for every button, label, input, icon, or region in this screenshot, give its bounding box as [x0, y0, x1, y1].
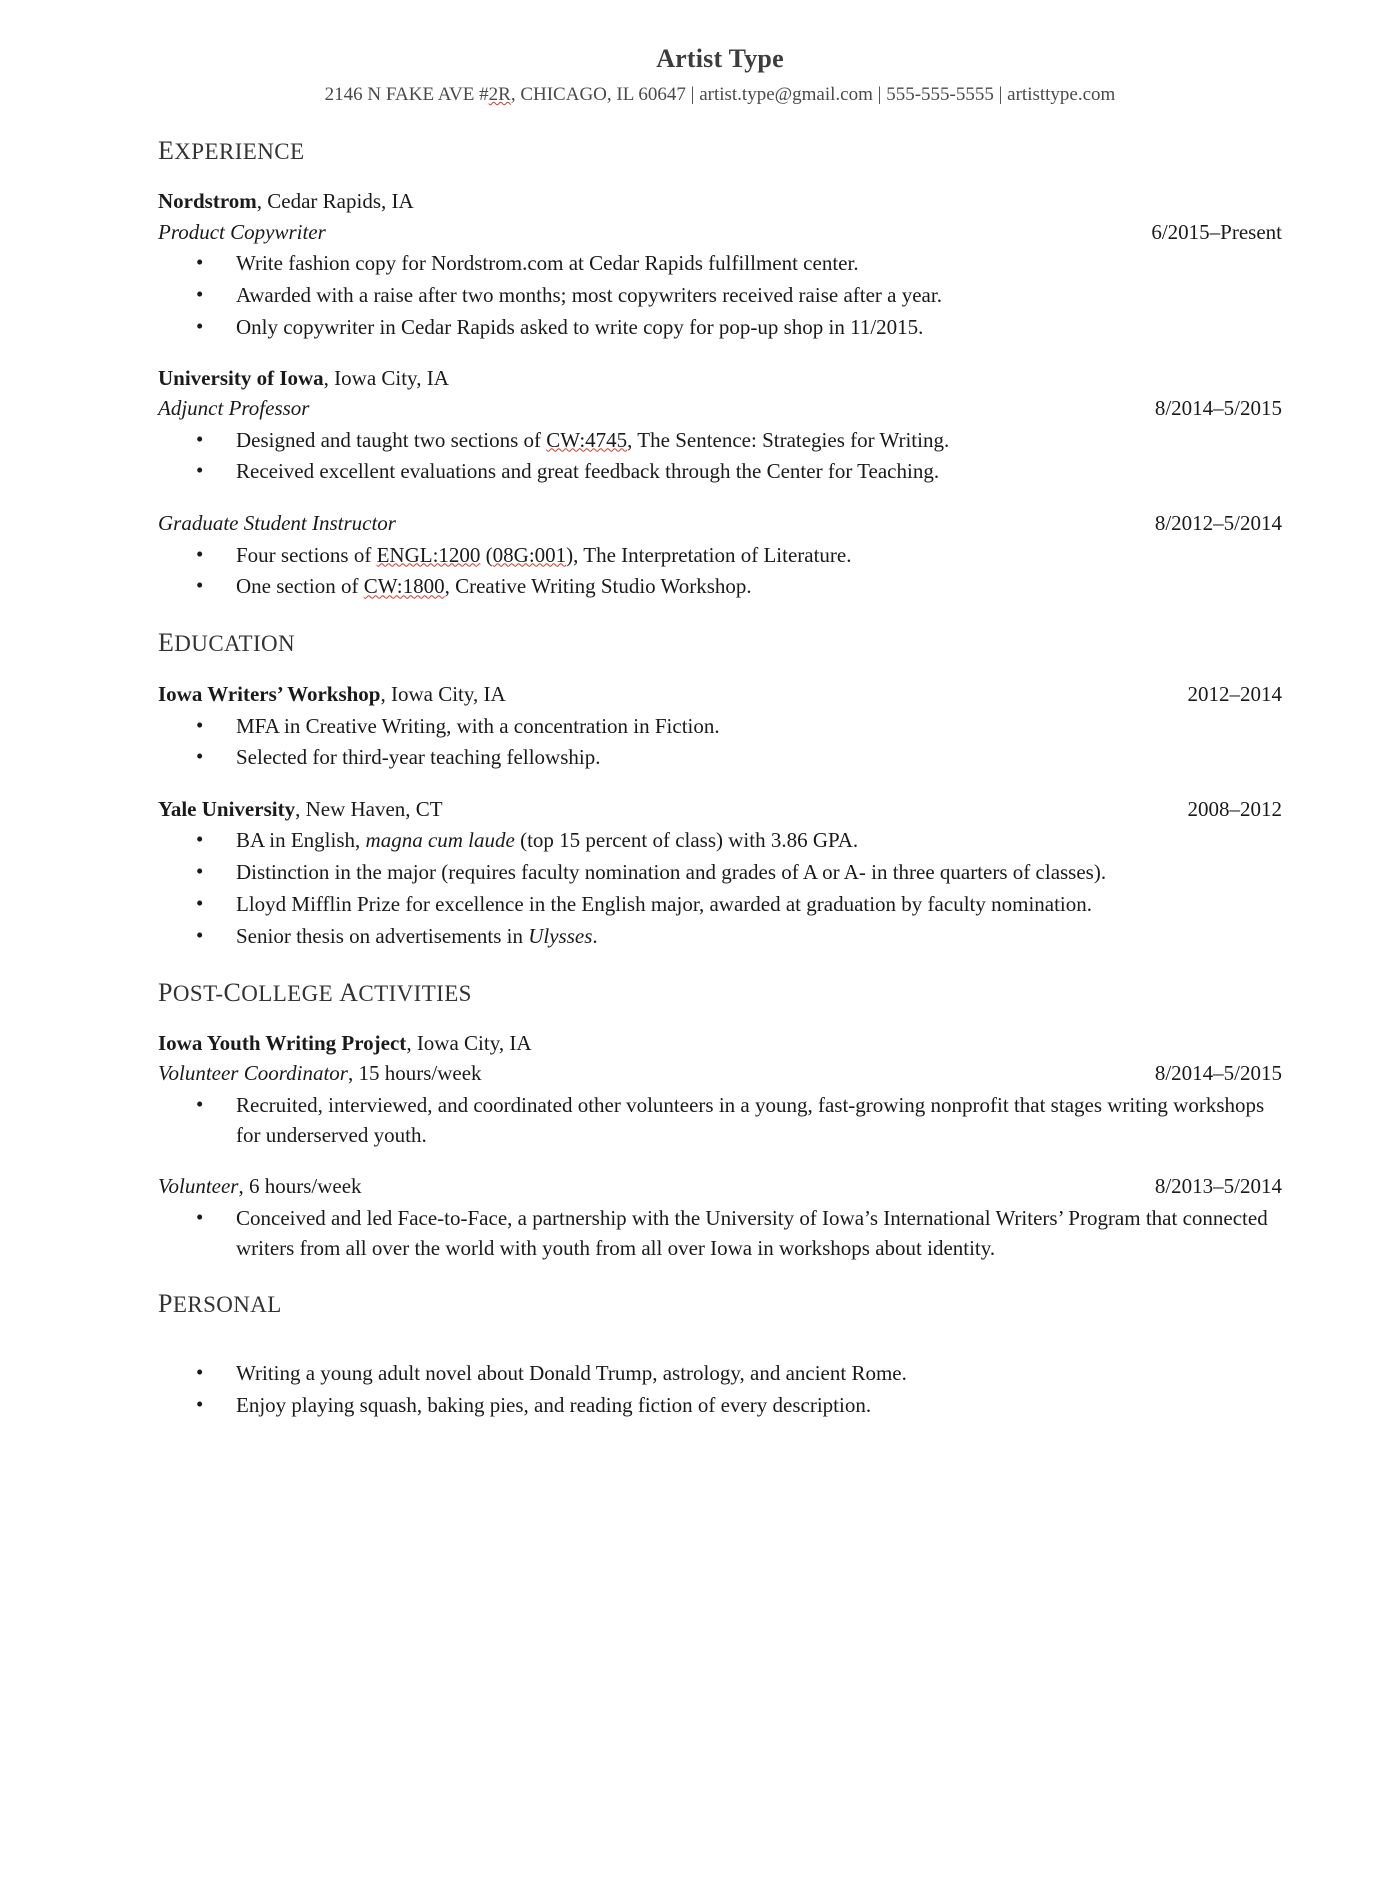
entry-bullets	[158, 541, 1282, 603]
entry-organization-line	[158, 795, 443, 823]
section-heading-rest: ERSONAL	[172, 1292, 282, 1318]
entry-role-row	[158, 509, 1282, 537]
entry-dates: 8/2014–5/2015	[1154, 1061, 1282, 1086]
section-heading-rest3: CTIVITIES	[358, 980, 472, 1006]
list-item: • Only copywriter in Cedar Rapids asked to write copy for pop-up shop in 11/2015.	[158, 313, 1282, 343]
entry-bullets	[158, 249, 1282, 342]
entry-role-row	[158, 1059, 1282, 1087]
section-education	[158, 628, 1282, 952]
entry-bullets	[158, 826, 1282, 951]
entry-header	[158, 365, 1282, 393]
list-item: • Selected for third-year teaching fellowship.	[158, 743, 1282, 773]
entry-location: , Iowa City, IA	[406, 1030, 532, 1055]
section-heading-rest: XPERIENCE	[174, 139, 305, 164]
entry-role: Adjunct Professor	[158, 396, 310, 421]
entry-bullets	[158, 1204, 1282, 1264]
section-heading-cap: P	[158, 977, 173, 1007]
section-heading-cap3: A	[339, 977, 359, 1007]
section-heading-post-college-activities	[158, 978, 1282, 1008]
education-entry-yale-university	[158, 795, 1282, 952]
activity-entry-iowa-youth-writing-project	[158, 1030, 1282, 1151]
education-entry-iowa-writers-workshop	[158, 680, 1282, 773]
entry-dates: 2012–2014	[1187, 682, 1282, 707]
entry-dates: 8/2014–5/2015	[1154, 396, 1282, 421]
entry-header	[158, 795, 1282, 823]
entry-role-line	[158, 1172, 362, 1200]
entry-role-detail: , 15 hours/week	[347, 1061, 482, 1086]
section-heading-cap: E	[158, 628, 175, 658]
list-item: • Write fashion copy for Nordstrom.com at Cedar Rapids fulfillment center.	[158, 249, 1282, 279]
entry-role-row	[158, 218, 1282, 246]
entry-dates: 6/2015–Present	[1151, 219, 1282, 244]
list-item: • Enjoy playing squash, baking pies, and reading fiction of every description.	[158, 1391, 1282, 1421]
list-item: • Recruited, interviewed, and coordinated other volunteers in a young, fast-growing nonprofit that stages writing workshops for underserved youth.	[158, 1091, 1282, 1151]
section-heading-cap2: C	[223, 977, 242, 1007]
entry-organization: Iowa Writers’ Workshop	[158, 682, 381, 707]
experience-entry-nordstrom	[158, 188, 1282, 343]
list-item: • Lloyd Mifflin Prize for excellence in the English major, awarded at graduation by faculty nomination.	[158, 890, 1282, 920]
entry-role-row	[158, 1172, 1282, 1200]
entry-bullets	[158, 426, 1282, 488]
entry-organization: Nordstrom	[158, 189, 257, 213]
spacer	[158, 1341, 1282, 1357]
entry-header	[158, 680, 1282, 708]
entry-dates: 8/2012–5/2014	[1154, 511, 1282, 536]
entry-organization: University of Iowa	[158, 365, 324, 390]
entry-bullets	[158, 1091, 1282, 1151]
entry-role-row	[158, 394, 1282, 422]
list-item: • Awarded with a raise after two months; most copywriters received raise after a year.	[158, 281, 1282, 311]
entry-dates: 8/2013–5/2014	[1154, 1174, 1282, 1199]
entry-role: Volunteer	[158, 1174, 239, 1199]
contact-line	[158, 84, 1282, 106]
list-item: • Four sections of ENGL:1200 (08G:001), The Interpretation of Literature.	[158, 541, 1282, 571]
entry-organization: Yale University	[158, 797, 296, 822]
list-item: • Writing a young adult novel about Donald Trump, astrology, and ancient Rome.	[158, 1359, 1282, 1389]
section-heading-education	[158, 628, 1282, 658]
contact-phone: 555-555-5555	[886, 84, 994, 105]
entry-location: , Iowa City, IA	[380, 682, 506, 707]
list-item: • Distinction in the major (requires faculty nomination and grades of A or A- in three quarters of classes).	[158, 858, 1282, 888]
entry-role: Graduate Student Instructor	[158, 511, 396, 536]
entry-role-line	[158, 1059, 482, 1087]
entry-role: Product Copywriter	[158, 219, 326, 244]
section-experience	[158, 136, 1282, 602]
entry-location: , Cedar Rapids, IA	[256, 189, 414, 213]
section-heading-cap: E	[158, 136, 175, 165]
entry-organization-line	[158, 680, 506, 708]
list-item: • MFA in Creative Writing, with a concentration in Fiction.	[158, 712, 1282, 742]
list-item: • Conceived and led Face-to-Face, a partnership with the University of Iowa’s International Writers’ Program that connected writers from all over the world with youth from all over Iowa in workshops about identity.	[158, 1204, 1282, 1264]
list-item: • Received excellent evaluations and great feedback through the Center for Teaching.	[158, 457, 1282, 487]
contact-sep-3: |	[993, 84, 1008, 105]
contact-sep-2: |	[872, 84, 887, 105]
list-item: • Designed and taught two sections of CW:4745, The Sentence: Strategies for Writing.	[158, 426, 1282, 456]
entry-dates: 2008–2012	[1187, 797, 1282, 822]
entry-role-detail: , 6 hours/week	[238, 1174, 362, 1199]
contact-address-post: , CHICAGO, IL 60647	[510, 84, 686, 105]
experience-entry-university-of-iowa	[158, 365, 1282, 488]
section-post-college-activities	[158, 978, 1282, 1264]
entry-role: Volunteer Coordinator	[158, 1061, 348, 1086]
entry-header	[158, 1030, 1282, 1058]
section-heading-personal	[158, 1289, 1282, 1319]
contact-address-unit: 2R	[488, 84, 511, 105]
section-heading-experience	[158, 136, 1282, 166]
page-title: Artist Type	[656, 44, 784, 73]
contact-website: artisttype.com	[1007, 84, 1116, 105]
section-heading-rest2: OLLEGE	[241, 980, 340, 1006]
entry-organization: Iowa Youth Writing Project	[158, 1030, 407, 1055]
contact-email: artist.type@gmail.com	[699, 84, 873, 105]
list-item: • BA in English, magna cum laude (top 15 percent of class) with 3.86 GPA.	[158, 826, 1282, 856]
entry-header	[158, 188, 1282, 216]
contact-sep-1: |	[685, 84, 700, 105]
section-personal	[158, 1289, 1282, 1421]
section-heading-rest: OST-	[172, 980, 224, 1006]
section-heading-rest: DUCATION	[174, 631, 296, 657]
entry-bullets	[158, 1359, 1282, 1421]
entry-location: , New Haven, CT	[295, 797, 443, 822]
entry-location: , Iowa City, IA	[323, 365, 449, 390]
contact-address-pre: 2146 N FAKE AVE #	[324, 84, 489, 105]
list-item: • Senior thesis on advertisements in Ulysses.	[158, 922, 1282, 952]
list-item: • One section of CW:1800, Creative Writing Studio Workshop.	[158, 572, 1282, 602]
entry-bullets	[158, 712, 1282, 774]
experience-entry-graduate-student-instructor	[158, 509, 1282, 602]
activity-entry-volunteer	[158, 1172, 1282, 1263]
section-heading-cap: P	[158, 1289, 173, 1319]
